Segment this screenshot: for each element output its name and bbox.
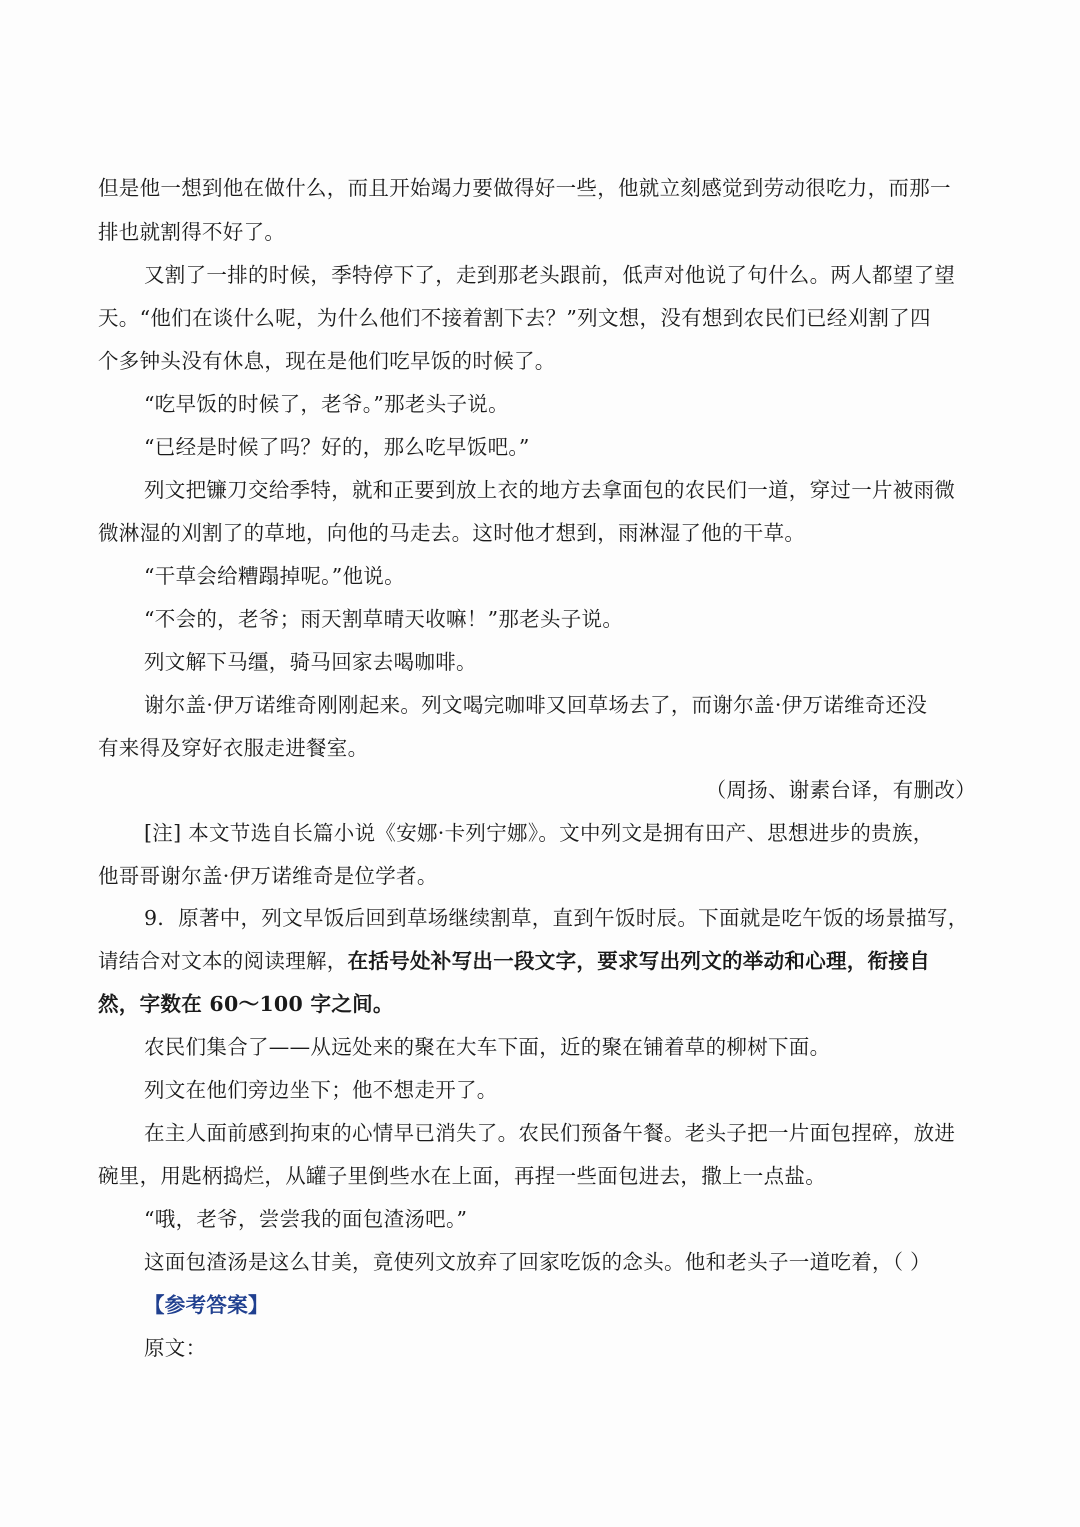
question-line: 9．原著中，列文早饭后回到草场继续割草，直到午饭时辰。下面就是吃午饭的场景描写， <box>144 906 969 930</box>
paragraph-line: “吃早饭的时候了，老爷。”那老头子说。 <box>144 392 509 416</box>
excerpt-line: “哦，老爷，尝尝我的面包渣汤吧。” <box>144 1207 468 1231</box>
paragraph-line: 个多钟头没有休息，现在是他们吃早饭的时候了。 <box>98 349 556 373</box>
excerpt-line: 碗里，用匙柄捣烂，从罐子里倒些水在上面，再捏一些面包进去，撒上一点盐。 <box>98 1164 826 1188</box>
question-plain-text: 请结合对文本的阅读理解， <box>98 949 348 973</box>
paragraph-line: 谢尔盖·伊万诺维奇刚刚起来。列文喝完咖啡又回草场去了，而谢尔盖·伊万诺维奇还没 <box>144 693 928 717</box>
question-line: 然，字数在 60～100 字之间。 <box>98 992 394 1016</box>
paragraph-line: 列文把镰刀交给季特，就和正要到放上衣的地方去拿面包的农民们一道，穿过一片被雨微 <box>144 478 956 502</box>
paragraph-line: 排也就割得不好了。 <box>98 220 286 244</box>
question-requirement: 在括号处补写出一段文字，要求写出列文的举动和心理，衔接自 <box>347 949 931 973</box>
paragraph-line: 但是他一想到他在做什么，而且开始竭力要做得好一些，他就立刻感觉到劳动很吃力，而那一 <box>98 176 951 200</box>
paragraph-line: 有来得及穿好衣服走进餐室。 <box>98 736 369 760</box>
paragraph-line: 天。“他们在谈什么呢，为什么他们不接着割下去？”列文想，没有想到农民们已经刈割了四 <box>98 306 931 330</box>
paragraph-line: 又割了一排的时候，季特停下了，走到那老头跟前，低声对他说了句什么。两人都望了望 <box>144 263 956 287</box>
translator-credit: （周扬、谢素台译，有删改） <box>705 778 976 802</box>
paragraph-line: “已经是时候了吗？好的，那么吃早饭吧。” <box>144 435 530 459</box>
answer-heading: 【参考答案】 <box>144 1293 269 1317</box>
paragraph-line: 微淋湿的刈割了的草地，向他的马走去。这时他才想到，雨淋湿了他的干草。 <box>98 521 806 545</box>
excerpt-line: 列文在他们旁边坐下；他不想走开了。 <box>144 1078 498 1102</box>
note-line: 他哥哥谢尔盖·伊万诺维奇是位学者。 <box>98 864 438 888</box>
excerpt-line: 农民们集合了——从远处来的聚在大车下面，近的聚在铺着草的柳树下面。 <box>144 1035 831 1059</box>
excerpt-line: 这面包渣汤是这么甘美，竟使列文放弃了回家吃饭的念头。他和老头子一道吃着，（ ） <box>144 1250 931 1274</box>
question-line <box>98 946 930 976</box>
paragraph-line: “干草会给糟蹋掉呢。”他说。 <box>144 564 405 588</box>
paragraph-line: 列文解下马缰，骑马回家去喝咖啡。 <box>144 650 477 674</box>
answer-label: 原文： <box>144 1336 207 1360</box>
paragraph-line: “不会的，老爷；雨天割草晴天收嘛！”那老头子说。 <box>144 607 624 631</box>
excerpt-line: 在主人面前感到拘束的心情早已消失了。农民们预备午餐。老头子把一片面包捏碎，放进 <box>144 1121 956 1145</box>
note-line: [注] 本文节选自长篇小说《安娜·卡列宁娜》。文中列文是拥有田产、思想进步的贵族， <box>144 821 934 845</box>
